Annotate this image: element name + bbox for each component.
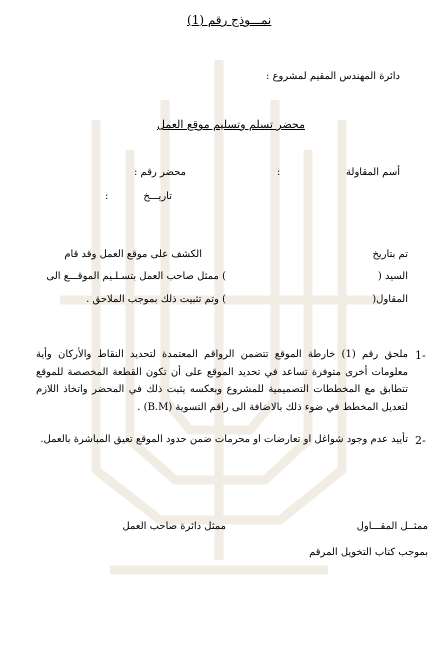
document-subject: محضر تسلم وتسليم موقع العمل [157, 118, 305, 131]
date-label: تاريـــخ [143, 191, 172, 202]
intro-line2-b: ) ممثل صاحب العمل بتسـلـيم الموقـــع الى [46, 271, 226, 282]
contractor-name-label: أسم المقاولة [346, 167, 400, 178]
department-line: دائرة المهندس المقيم لمشروع : [266, 71, 400, 82]
signature-authorization: بموجب كتاب التخويل المرقم [309, 547, 428, 558]
contractor-name-colon: : [277, 167, 281, 178]
signature-contractor-rep: ممثــل المقـــاول [356, 521, 428, 532]
item-1-number: 1- [415, 349, 426, 362]
item-2-text: تأييد عدم وجود شواغل او تعارضات او محرمات ضمن حدود الموقع تعيق المباشرة بالعمل. [40, 434, 408, 445]
intro-line3-a: المقاول( [372, 294, 408, 305]
item-2-number: 2- [415, 434, 426, 447]
intro-line1-b: الكشف على موقع العمل وقد قام [64, 249, 202, 260]
intro-line1-a: تم بتاريخ [372, 249, 408, 260]
intro-line2-a: السيد ( [377, 271, 408, 282]
signature-owner-rep: ممثل دائرة صاحب العمل [122, 521, 226, 532]
intro-line3-b: ) وتم تثبيت ذلك بموجب الملاحق . [86, 294, 226, 305]
document-title: نمـــوذج رقم (1) [187, 13, 272, 27]
item-1-text: ملحق رقم (1) خارطة الموقع تتضمن الرواقم المعتمدة لتحديد النقاط والأركان وأية معلومات أخرى متوفرة تساعد في تحديد الموقع على أن تكون القطعة المخصصة للموقع تتطابق مع المخططات التصميمية للمشروع وبعكسه يثبت ذلك في المحضر واتخاذ اللازم لتعديل المخطط في ضوء ذلك بالاضافة الى راقم التسوية (B.M) . [36, 349, 408, 413]
record-number-label: محضر رقم : [134, 167, 186, 178]
date-colon: : [105, 191, 109, 202]
